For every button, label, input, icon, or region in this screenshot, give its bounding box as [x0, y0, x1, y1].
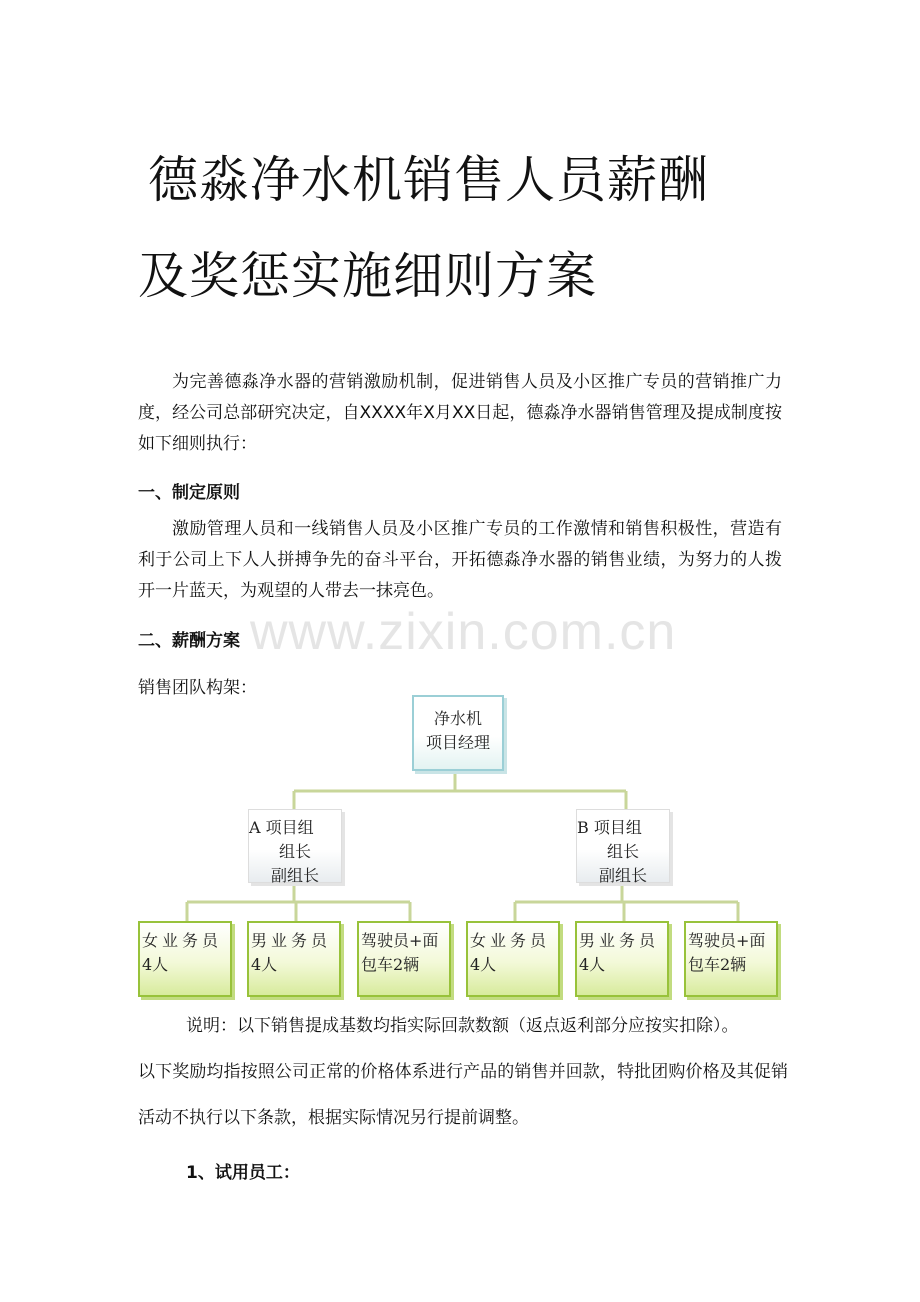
org-leaf-label: 4人 [470, 955, 497, 974]
org-leaf-label: 驾驶员+面 [688, 931, 766, 950]
org-node-label: 副组长 [270, 866, 319, 885]
org-leaf-female-sales-b [466, 921, 560, 997]
org-leaf-female-sales-a [138, 921, 232, 997]
org-node-label: B 项目组 [577, 818, 642, 837]
org-node-group-a [248, 809, 342, 883]
section-2-heading: 二、薪酬方案 [138, 631, 240, 651]
org-node-label: 净水机 [433, 709, 482, 728]
org-node-label: 组长 [606, 842, 639, 861]
section-1-heading: 一、制定原则 [138, 483, 240, 503]
org-leaf-male-sales-b [575, 921, 669, 997]
org-node-project-manager [412, 695, 504, 771]
org-leaf-label: 男业务员 [579, 931, 660, 950]
intro-paragraph: 为完善德淼净水器的营销激励机制，促进销售人员及小区推广专员的营销推广力度，经公司总部研究决定，自XXXX年X月XX日起，德淼净水器销售管理及提成制度按如下细则执行： [138, 372, 782, 454]
org-node-group-b [576, 809, 670, 883]
org-node-label: 组长 [278, 842, 311, 861]
org-leaf-label: 女业务员 [470, 931, 551, 950]
org-leaf-label: 男业务员 [251, 931, 332, 950]
org-leaf-label: 4人 [251, 955, 278, 974]
org-leaf-label: 4人 [579, 955, 606, 974]
team-structure-label: 销售团队构架： [138, 678, 257, 698]
org-leaf-label: 驾驶员+面 [361, 931, 439, 950]
title-line-1: 德淼净水机销售人员薪酬 [148, 151, 709, 209]
org-leaf-label: 包车2辆 [361, 955, 420, 974]
subheading-probation-staff: 1、试用员工： [186, 1163, 300, 1183]
watermark: www.zixin.com.cn [250, 603, 677, 661]
org-leaf-male-sales-a [247, 921, 341, 997]
org-leaf-driver-van-a [357, 921, 451, 997]
note-line-2: 以下奖励均指按照公司正常的价格体系进行产品的销售并回款，特批团购价格及其促销活动不执行以下条款，根据实际情况另行提前调整。 [138, 1062, 788, 1128]
note-line-1: 说明：以下销售提成基数均指实际回款数额（返点返利部分应按实扣除）。 [186, 1016, 739, 1036]
org-node-label: 副组长 [598, 866, 647, 885]
org-leaf-driver-van-b [684, 921, 778, 997]
org-leaf-label: 4人 [142, 955, 169, 974]
section-1-body: 激励管理人员和一线销售人员及小区推广专员的工作激情和销售积极性，营造有利于公司上下人人拼搏争先的奋斗平台，开拓德淼净水器的销售业绩，为努力的人拨开一片蓝天，为观望的人带去一抹亮色。 [138, 519, 782, 601]
org-leaf-label: 包车2辆 [688, 955, 747, 974]
org-node-label: 项目经理 [425, 733, 490, 752]
org-node-label: A 项目组 [249, 818, 314, 837]
title-line-2: 及奖惩实施细则方案 [138, 247, 597, 305]
org-leaf-label: 女业务员 [142, 931, 223, 950]
note-paragraph [138, 1003, 788, 1141]
